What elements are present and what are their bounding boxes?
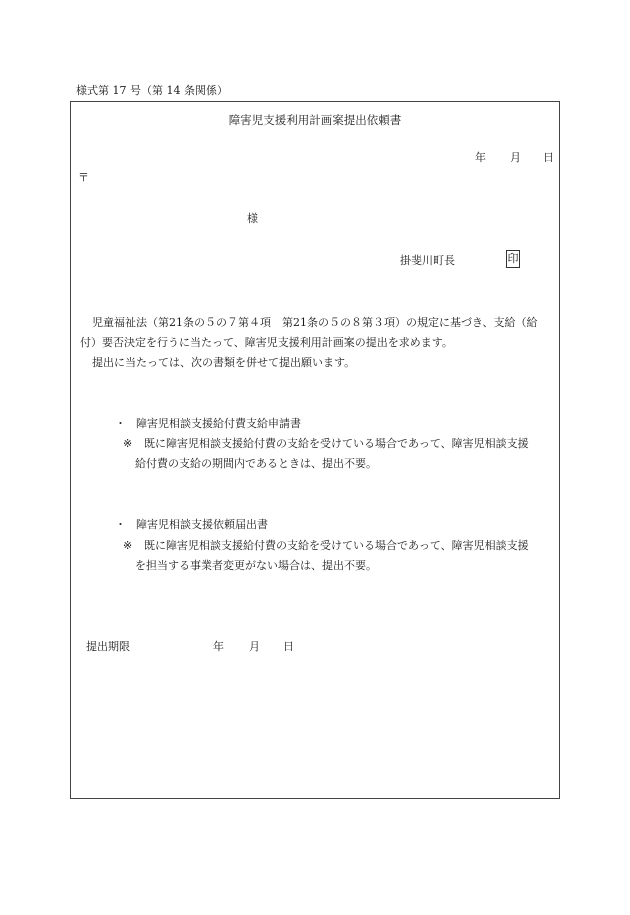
- deadline-month-label: 月: [249, 640, 260, 653]
- seal-box: 印: [506, 250, 520, 268]
- date-year-label: 年: [475, 151, 486, 164]
- date-day-label: 日: [543, 151, 554, 164]
- postal-mark: 〒: [78, 171, 89, 184]
- deadline-day-label: 日: [283, 640, 294, 653]
- list-item-title: 障害児相談支援給付費支給申請書: [136, 417, 301, 430]
- list-item-bullet: ・: [115, 518, 126, 531]
- note-line: を担当する事業者変更がない場合は、提出不要。: [135, 559, 377, 572]
- document-title: 障害児支援利用計画案提出依頼書: [228, 113, 402, 127]
- deadline-year-label: 年: [213, 640, 224, 653]
- recipient-honorific: 様: [247, 212, 258, 225]
- note-line: 既に障害児相談支援給付費の支給を受けている場合であって、障害児相談支援: [144, 437, 529, 450]
- body-paragraph-line: 付）要否決定を行うに当たって、障害児支援利用計画案の提出を求めます。: [80, 336, 453, 349]
- list-item-title: 障害児相談支援依頼届出書: [136, 518, 268, 531]
- body-paragraph-line: 児童福祉法（第21条の５の７第４項 第21条の５の８第３項）の規定に基づき、支給（給: [92, 316, 538, 329]
- body-paragraph-line: 提出に当たっては、次の書類を併せて提出願います。: [92, 356, 356, 369]
- form-number: 様式第 17 号（第 14 条関係）: [76, 84, 228, 97]
- note-line: 給付費の支給の期間内であるときは、提出不要。: [135, 457, 377, 470]
- list-item-bullet: ・: [115, 417, 126, 430]
- note-line: 既に障害児相談支援給付費の支給を受けている場合であって、障害児相談支援: [144, 539, 529, 552]
- sender-name: 掛斐川町長: [400, 254, 455, 267]
- date-month-label: 月: [510, 151, 521, 164]
- note-mark: ※: [123, 437, 133, 450]
- deadline-label: 提出期限: [86, 640, 130, 653]
- note-mark: ※: [123, 539, 133, 552]
